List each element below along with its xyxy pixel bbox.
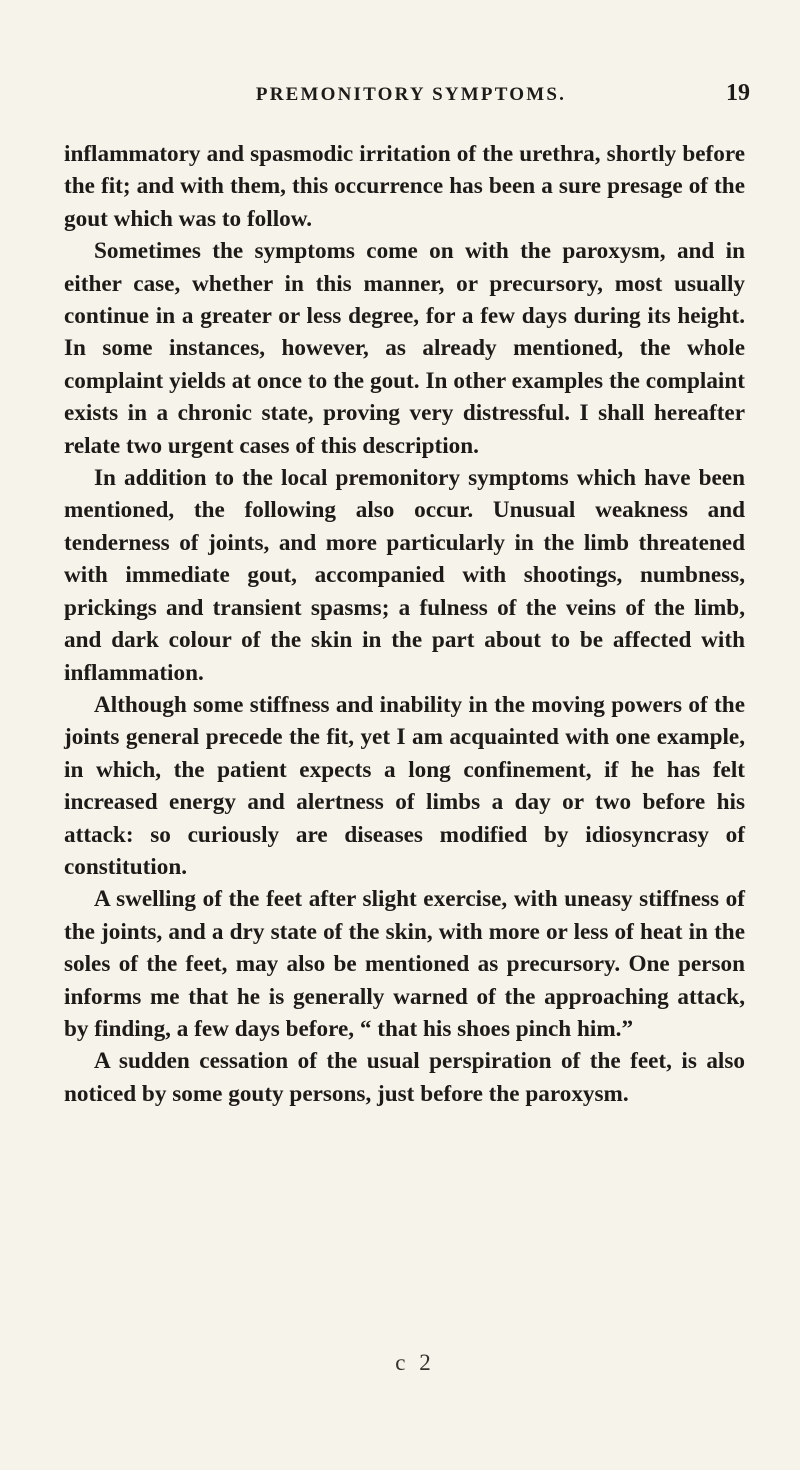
running-title: PREMONITORY SYMPTOMS. bbox=[255, 84, 567, 105]
page-number: 19 bbox=[726, 80, 750, 106]
paragraph-swelling-feet: A swelling of the feet after slight exercise, with uneasy stiffness of the joints, and a dry state of the skin, with more or less of heat in the soles of the feet, may also be mentioned as precursory. One person informs me that he is generally warned of the approaching attack, by finding, a few days before, “ that his shoes pinch him.” bbox=[64, 886, 745, 1042]
paragraph-continuation: inflammatory and spasmodic irritation of the urethra, shortly before the fit; and with them, this occurrence has been a sure presage of the gout which was to follow. bbox=[64, 141, 745, 232]
paragraph-symptoms-paroxysm: Sometimes the symptoms come on with the paroxysm, and in either case, whether in this manner, or precursory, most usually continue in a greater or less degree, for a few days during its height. In some instances, however, as already mentioned, the whole complaint yields at once to the gout. In other examples the complaint exists in a chronic state, proving very distressful. I shall hereafter relate two urgent cases of this description. bbox=[64, 238, 745, 459]
page-header bbox=[0, 78, 800, 118]
paragraph-stiffness: Although some stiffness and inability in the moving powers of the joints general precede the fit, yet I am acquainted with one example, in which, the patient expects a long confinement, if he has felt increased energy and alertness of limbs a day or two before his attack: so curiously are diseases modified by idiosyncrasy of constitution. bbox=[64, 691, 745, 880]
paragraph-local-symptoms: In addition to the local premonitory symptoms which have been mentioned, the following also occur. Unusual weakness and tenderness of joints, and more particularly in the limb threatened with immediate gout, accompanied with shootings, numbness, prickings and transient spasms; a fulness of the veins of the limb, and dark colour of the skin in the part about to be affected with inflammation. bbox=[64, 465, 745, 686]
paragraph-perspiration: A sudden cessation of the usual perspiration of the feet, is also noticed by some gouty persons, just before the paroxysm. bbox=[64, 1048, 745, 1107]
signature-mark: c 2 bbox=[395, 1350, 435, 1375]
body-text bbox=[64, 138, 745, 1110]
